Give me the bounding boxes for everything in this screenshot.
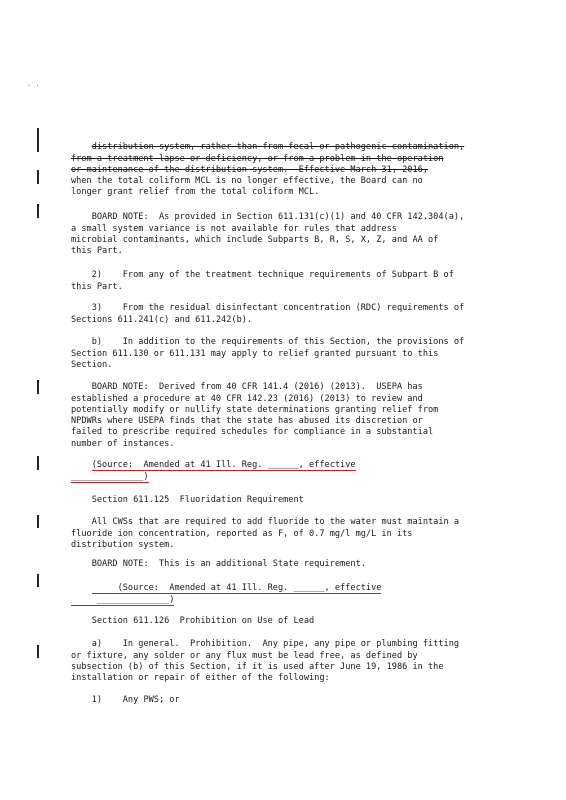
change-bar [37, 170, 39, 184]
line: this Part. [71, 281, 123, 292]
line: fluoride ion concentration, reported as F, of 0.7 mg/l mg/L in its [71, 528, 413, 539]
line: microbial contaminants, which include Subparts B, R, S, X, Z, and AA of [71, 234, 439, 245]
change-bar [37, 204, 39, 218]
line: (Source: Amended at 41 Ill. Reg. ______, effective [91, 460, 356, 471]
board-note-derived [71, 371, 507, 461]
line: Section 611.125 Fluoridation Requirement [91, 495, 304, 506]
line: Sections 611.241(c) and 611.242(b). [71, 314, 253, 325]
line: 2) From any of the treatment technique requirements of Subpart B of [91, 270, 454, 281]
line: All CWSs that are required to add fluoride to the water must maintain a [91, 517, 460, 528]
line: BOARD NOTE: Derived from 40 CFR 141.4 (2016) (2013). USEPA has [91, 382, 423, 393]
change-bar [37, 574, 39, 587]
line: 3) From the residual disinfectant concentration (RDC) requirements of [91, 303, 465, 314]
change-bar [37, 456, 39, 470]
line: distribution system. [71, 539, 175, 550]
line: a small system variance is not available for rules that address [71, 223, 397, 234]
line: Section. [71, 359, 113, 370]
line: this Part. [71, 246, 123, 257]
item-1-any-pws [71, 684, 507, 718]
line: potentially modify or nullify state determinations granting relief from [71, 404, 439, 415]
line: b) In addition to the requirements of this Section, the provisions of [91, 337, 465, 348]
line: longer grant relief from the total coliform MCL. [71, 187, 320, 198]
change-bar [37, 515, 39, 528]
line: installation or repair of either of the following: [71, 673, 330, 684]
line: or fixture, any solder or any flux must be lead free, as defined by [71, 650, 418, 661]
line: ______________) [71, 471, 149, 482]
line: established a procedure at 40 CFR 142.23 (2016) (2013) to review and [71, 393, 423, 404]
line: distribution system, rather than from fecal or pathogenic contamination, [91, 142, 465, 153]
line: BOARD NOTE: This is an additional State requirement. [91, 559, 366, 570]
line: 1) Any PWS; or [91, 695, 180, 706]
paragraph-coliform-relief [71, 131, 507, 210]
line: or maintenance of the distribution system. Effective March 31, 2016, [71, 164, 428, 175]
change-bar [37, 645, 39, 658]
line: number of instances. [71, 438, 175, 449]
line: when the total coliform MCL is no longer effective, the Board can no [71, 176, 423, 187]
line: ______________) [71, 594, 175, 605]
line: from a treatment lapse or deficiency, or from a problem in the operation [71, 153, 444, 164]
line: (Source: Amended at 41 Ill. Reg. ______, effective [91, 583, 382, 594]
line: Section 611.130 or 611.131 may apply to relief granted pursuant to this [71, 348, 439, 359]
line: subsection (b) of this Section, if it is used after June 19, 1986 in the [71, 661, 444, 672]
line: NPDWRs where USEPA finds that the state has abused its discretion or [71, 416, 423, 427]
change-bar [37, 380, 39, 394]
line: a) In general. Prohibition. Any pipe, any pipe or plumbing fitting [91, 639, 460, 650]
scan-mark: · · [27, 82, 40, 90]
line: failed to prescribe required schedules for compliance in a substantial [71, 427, 434, 438]
change-bar [37, 128, 39, 152]
line: Section 611.126 Prohibition on Use of Lead [91, 616, 315, 627]
line: BOARD NOTE: As provided in Section 611.131(c)(1) and 40 CFR 142.304(a), [91, 212, 465, 223]
